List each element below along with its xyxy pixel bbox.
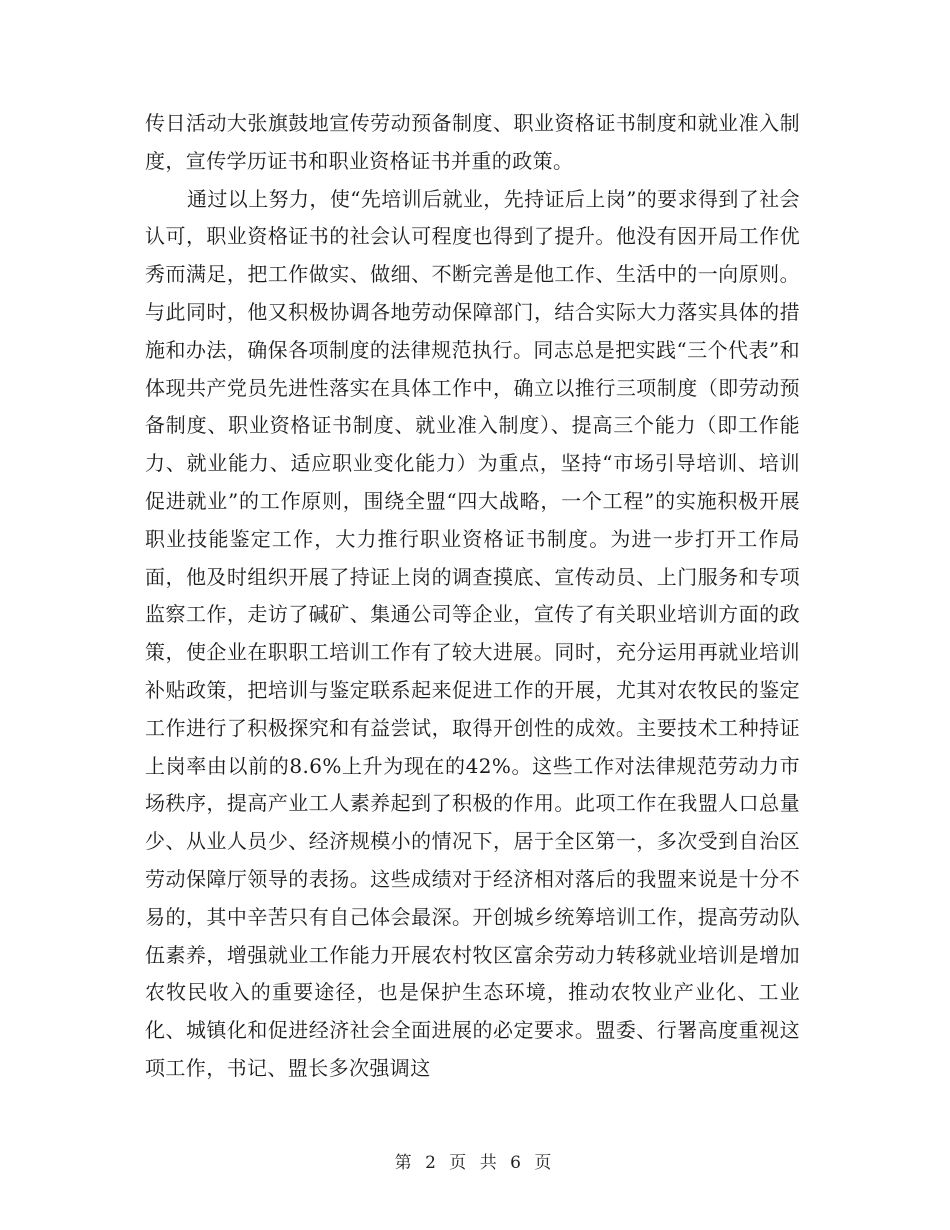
body-text bbox=[145, 105, 800, 1088]
paragraph-continuation: 传日活动大张旗鼓地宣传劳动预备制度、职业资格证书制度和就业准入制度，宣传学历证书和职业资格证书并重的政策。 bbox=[145, 111, 800, 173]
paragraph-main: 通过以上努力，使“先培训后就业，先持证后上岗”的要求得到了社会认可，职业资格证书的社会认可程度也得到了提升。他没有因开局工作优秀而满足，把工作做实、做细、不断完善是他工作、生活中的一向原则。与此同时，他又积极协调各地劳动保障部门，结合实际大力落实具体的措施和办法，确保各项制度的法律规范执行。同志总是把实践“三个代表”和体现共产党员先进性落实在具体工作中，确立以推行三项制度（即劳动预备制度、职业资格证书制度、就业准入制度）、提高三个能力（即工作能力、就业能力、适应职业变化能力）为重点，坚持“市场引导培训、培训促进就业”的工作原则，围绕全盟“四大战略，一个工程”的实施积极开展职业技能鉴定工作，大力推行职业资格证书制度。为进一步打开工作局面，他及时组织开展了持证上岗的调查摸底、宣传动员、上门服务和专项监察工作，走访了碱矿、集通公司等企业，宣传了有关职业培训方面的政策，使企业在职职工培训工作有了较大进展。同时，充分运用再就业培训补贴政策，把培训与鉴定联系起来促进工作的开展，尤其对农牧民的鉴定工作进行了积极探究和有益尝试，取得开创性的成效。主要技术工种持证上岗率由以前的8.6%上升为现在的42%。这些工作对法律规范劳动力市场秩序，提高产业工人素养起到了积极的作用。此项工作在我盟人口总量少、从业人员少、经济规模小的情况下，居于全区第一，多次受到自治区劳动保障厅领导的表扬。这些成绩对于经济相对落后的我盟来说是十分不易的，其中辛苦只有自己体会最深。开创城乡统筹培训工作，提高劳动队伍素养，增强就业工作能力开展农村牧区富余劳动力转移就业培训是增加农牧民收入的重要途径，也是保护生态环境，推动农牧业产业化、工业化、城镇化和促进经济社会全面进展的必定要求。盟委、行署高度重视这项工作，书记、盟长多次强调这 bbox=[145, 186, 800, 1080]
page-footer: 第 2 页 共 6 页 bbox=[394, 1153, 556, 1173]
